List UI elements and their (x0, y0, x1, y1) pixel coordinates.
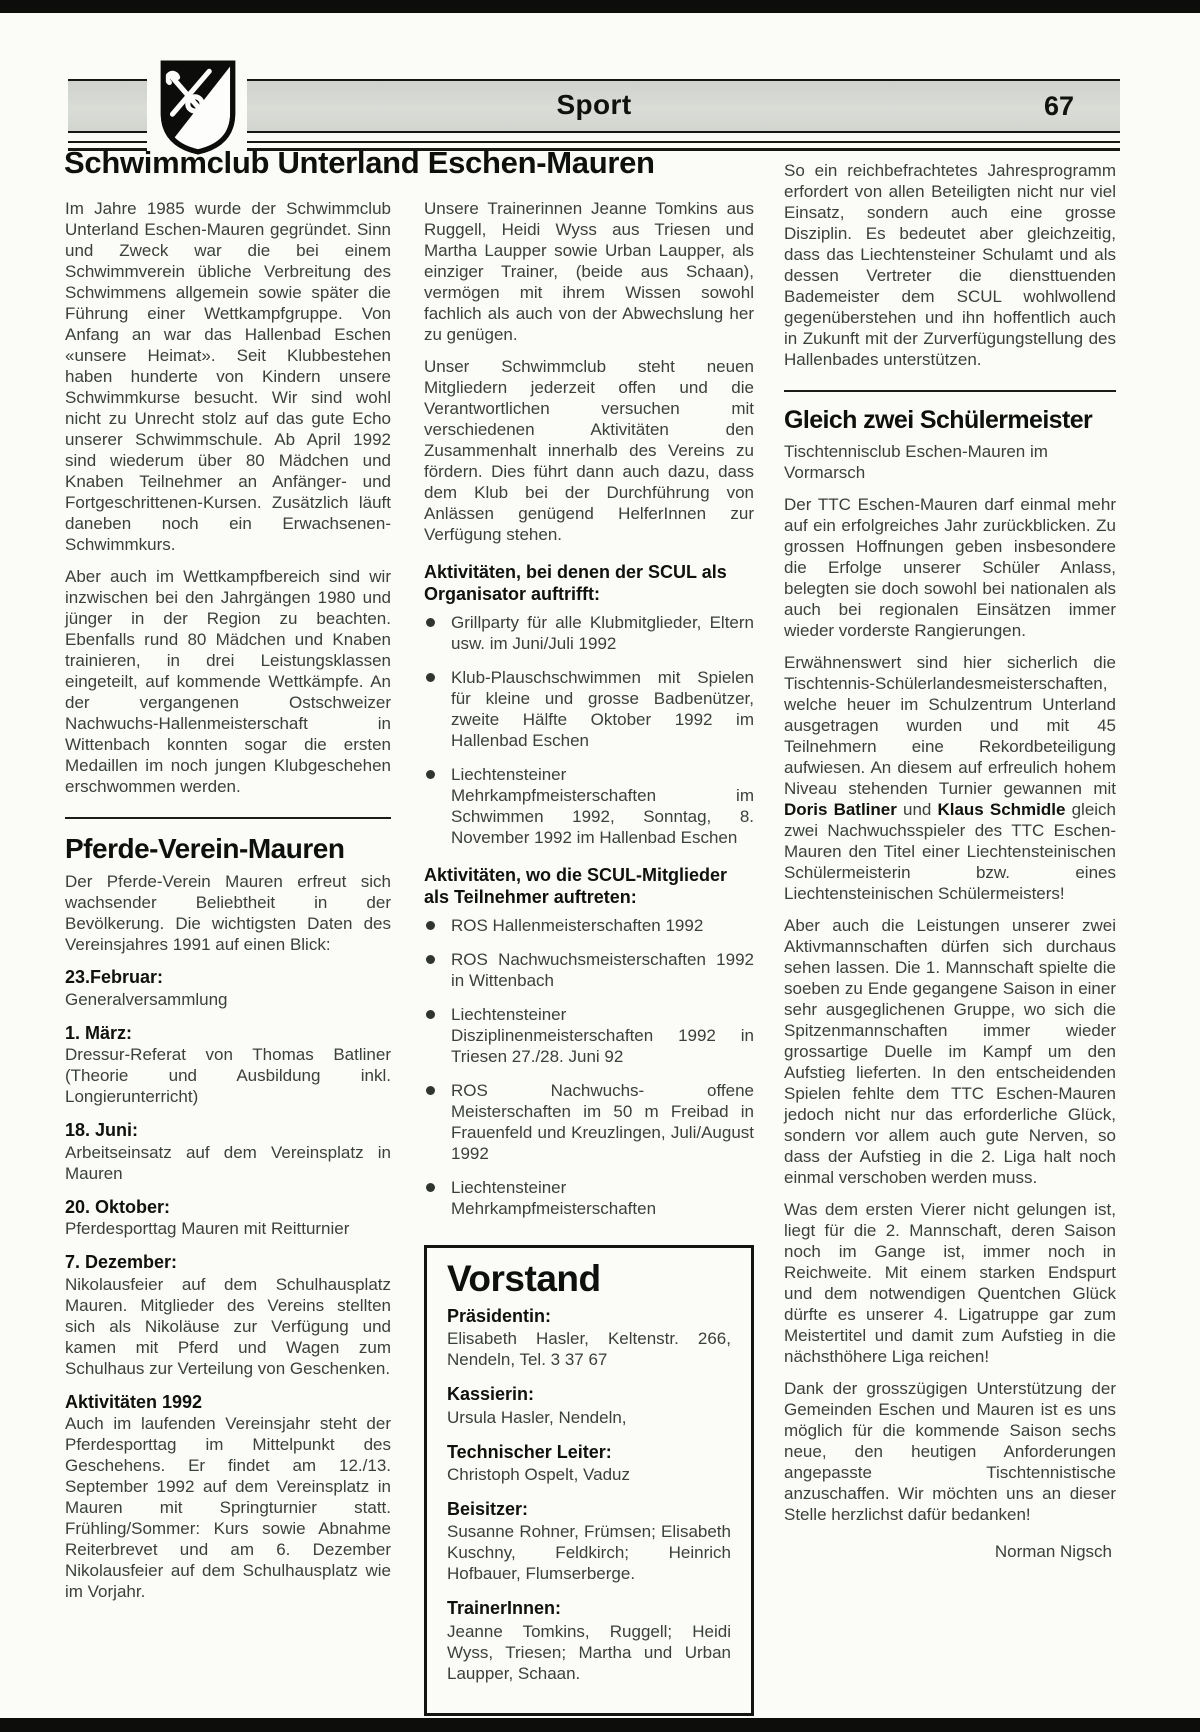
column-2 (424, 198, 754, 1716)
organizer-activities-list (424, 612, 754, 848)
winner-name: Klaus Schmidle (937, 800, 1066, 820)
list-item (424, 612, 754, 654)
board-role: Technischer Leiter: (447, 1441, 612, 1462)
ttc-paragraph: Dank der grosszügigen Unterstützung der Gemeinden Eschen und Mauren ist es uns möglich für die kommende Saison sechs neue, den heutigen Anforderungen angepasste Tischtennistische anzuschaffen. Wir möchten uns an dieser Stelle herzlichst dafür bedanken! (784, 1379, 1116, 1525)
paragraph-text: gleich zwei Nachwuchsspieler des TTC Eschen-Mauren den Titel einer Liechtensteinischen Schülermeisterin bzw. eines Liechtensteinischen Schülermeisters! (784, 800, 1116, 904)
board-person: Susanne Rohner, Frümsen; Elisabeth Kuschny, Feldkirch; Heinrich Hofbauer, Flumserberge. (447, 1522, 731, 1584)
board-entry (447, 1597, 731, 1683)
list-item-text: ROS Nachwuchs- offene Meisterschaften im 50 m Freibad in Frauenfeld und Kreuzlingen, Juli/August 1992 (451, 1080, 754, 1163)
list-item (424, 949, 754, 991)
article-subtitle: Tischtennisclub Eschen-Mauren im Vormarsch (784, 442, 1048, 483)
ttc-paragraph: Aber auch die Leistungen unserer zwei Aktivmannschaften dürfen sich durchaus sehen lassen. Die 1. Mannschaft spielte die soeben zu Ende gegangene Saison in einer sehr ausgeglichenen Gruppe, wo sich die Spitzenmannschaften immer wieder grossartige Duelle im Kampf um den Aufstieg lieferten. In den entscheidenden Spielen fehlte dem TTC Eschen-Mauren jedoch nicht nur das erforderliche Glück, sondern vor allem auch gute Nerven, so dass der Aufstieg in die 2. Liga halt noch einmal verschoben werden muss. (784, 916, 1116, 1188)
ttc-paragraph (784, 652, 1116, 904)
list-item-text: ROS Hallenmeisterschaften 1992 (451, 915, 704, 935)
swim-paragraph: Unser Schwimmclub steht neuen Mitgliedern jederzeit offen und die Verantwortlichen versuchen mit verschiedenen Aktivitäten den Zusammenhalt innerhalb des Vereins zu fördern. Dies führt dann auch dazu, dass dem Klub bei der Durchführung von Anlässen genügend HelferInnen zur Verfügung stehen. (424, 357, 754, 544)
bullet-icon (426, 955, 435, 964)
list-item (424, 1177, 754, 1219)
horizontal-divider (65, 817, 391, 819)
aktivitaeten-1992-text: Auch im laufenden Vereinsjahr steht der Pferdesporttag im Mittelpunkt des Geschehens. Er findet am 12./13. September 1992 auf dem Vereinsplatz in Mauren mit Springturnier statt. Frühling/Sommer: Kurs sowie Abnahme Reiterbrevet und am 6. Dezember Nikolausfeier auf dem Schulhausplatz wie im Vorjahr. (65, 1414, 391, 1602)
horizontal-divider (784, 390, 1116, 392)
article-title-pferde-verein: Pferde-Verein-Mauren (65, 833, 345, 864)
board-role: Präsidentin: (447, 1305, 552, 1326)
swim-paragraph: Im Jahre 1985 wurde der Schwimmclub Unterland Eschen-Mauren gegründet. Sinn und Zweck war die bei einem Schwimmverein übliche Verbreitung des Schwimmens allgemein sowie später die Führung einer Wettkampfgruppe. Von Anfang an war das Hallenbad Eschen «unsere Heimat». Seit Klubbestehen haben hunderte von Kindern unsere Schwimmkurse besucht. Wir sind wohl nicht zu Unrecht stolz auf das gute Echo unserer Schwimmschule. Ab April 1992 sind wiederum über 80 Mädchen und Knaben Teilnehmer an Anfänger- und Fortgeschrittenen-Kursen. Zusätzlich läuft daneben noch ein Erwachsenen-Schwimmkurs. (65, 199, 391, 554)
winner-name: Doris Batliner (784, 800, 897, 820)
vorstand-title: Vorstand (447, 1257, 601, 1299)
board-person: Elisabeth Hasler, Keltenstr. 266, Nendeln, Tel. 3 37 67 (447, 1329, 731, 1370)
list-item-text: Klub-Plauschschwimmen mit Spielen für kleine und grosse Badbenützer, zweite Hälfte Oktober 1992 im Hallenbad Eschen (451, 667, 754, 750)
article-title-schwimmclub: Schwimmclub Unterland Eschen-Mauren (64, 145, 655, 180)
bullet-icon (426, 921, 435, 930)
list-item-text: Grillparty für alle Klubmitglieder, Eltern usw. im Juni/Juli 1992 (451, 612, 754, 653)
aktivitaeten-1992-section (65, 1391, 391, 1603)
board-entry (447, 1305, 731, 1370)
swim-paragraph: Aber auch im Wettkampfbereich sind wir inzwischen bei den Jahrgängen 1980 und jünger in der Region zu beachten. Ebenfalls rund 80 Mädchen und Knaben trainieren, in drei Leistungsklassen eingeteilt, auf kommende Wettkämpfe. An der vergangenen Ostschweizer Nachwuchs-Hallenmeisterschaft in Wittenbach konnten sogar die ersten Medaillen im noch jungen Klubgeschehen erschwommen werden. (65, 567, 391, 796)
event-description: Nikolausfeier auf dem Schulhausplatz Mauren. Mitglieder des Vereins stellten sich als Nikoläuse zur Verfügung und kamen mit Pferd und Wagen zum Schulhaus zur Verteilung von Geschenken. (65, 1274, 391, 1378)
pferde-intro: Der Pferde-Verein Mauren erfreut sich wachsender Beliebtheit in der Bevölkerung. Die wichtigsten Daten des Vereinsjahres 1991 auf einen Blick: (65, 872, 391, 955)
event-description: Generalversammlung (65, 989, 228, 1009)
paragraph-text: und (896, 800, 938, 820)
bullet-icon (426, 770, 435, 779)
event-entry (65, 1119, 391, 1184)
bullet-icon (426, 618, 435, 627)
bullet-icon (426, 1010, 435, 1019)
ttc-paragraph: Der TTC Eschen-Mauren darf einmal mehr auf ein erfolgreiches Jahr zurückblicken. Zu grossen Hoffnungen geben insbesondere die Erfolge unserer Schüler Anlass, belegten sie doch sowohl bei nationalen als auch bei regionalen Einsätzen immer wieder vorderste Rangierungen. (784, 495, 1116, 641)
bullet-icon (426, 673, 435, 682)
ttc-paragraph: Was dem ersten Vierer nicht gelungen ist, liegt für die 2. Mannschaft, deren Saison noch im Gange ist, immer noch in Reichweite. Mit einem starken Endspurt und dem notwendigen Quentchen Glück dürfte es unserer 4. Ligatruppe gar zum Meistertitel und damit zum Aufstieg in die nächsthöhere Liga reichen! (784, 1200, 1116, 1367)
list-item-text: Liechtensteiner Disziplinenmeisterschaften 1992 in Triesen 27./28. Juni 92 (451, 1004, 754, 1066)
author-signature: Norman Nigsch (994, 1542, 1112, 1562)
crossed-keys-shield-icon (157, 58, 239, 156)
column-3 (784, 160, 1116, 1562)
event-date: 1. März: (65, 1022, 133, 1043)
event-description: Pferdesporttag Mauren mit Reitturnier (65, 1219, 350, 1239)
board-role: Kassierin: (447, 1384, 535, 1405)
swim-paragraph-continuation: So ein reichbefrachtetes Jahresprogramm erfordert von allen Beteiligten nicht nur viel Einsatz, sondern auch eine grosse Disziplin. Es bedeutet aber gleichzeitig, dass das Liechtensteiner Schulamt und als dessen Vertreter die diensttuenden Bademeister dem SCUL wohlwollend gegenüberstehen und ihn hoffentlich auch in Zukunft mit der Zurverfügungstellung des Hallenbades unterstützen. (784, 161, 1116, 369)
list-item (424, 1080, 754, 1164)
list-item-text: ROS Nachwuchsmeisterschaften 1992 in Wittenbach (451, 949, 754, 990)
paragraph-text: Erwähnenswert sind hier sicherlich die Tischtennis-Schülerlandesmeisterschaften, welche heuer im Schulzentrum Unterland ausgetragen wurden und mit 45 Teilnehmern eine Rekordbeteiligung aufwiesen. An diesem auf erfreulich hohem Niveau stehenden Turnier gewannen mit (784, 653, 1116, 799)
event-description: Arbeitseinsatz auf dem Vereinsplatz in Mauren (65, 1142, 391, 1183)
list-item-text: Liechtensteiner Mehrkampfmeisterschaften im Schwimmen 1992, Sonntag, 8. November 1992 im Hallenbad Eschen (451, 764, 754, 847)
aktivitaeten-1992-heading: Aktivitäten 1992 (65, 1391, 203, 1412)
event-date: 20. Oktober: (65, 1196, 171, 1217)
board-person: Jeanne Tomkins, Ruggell; Heidi Wyss, Triesen; Martha und Urban Laupper, Schaan. (447, 1621, 731, 1683)
list-item (424, 1004, 754, 1067)
swim-paragraph: Unsere Trainerinnen Jeanne Tomkins aus Ruggell, Heidi Wyss aus Triesen und Martha Laupper sowie Urban Laupper, als einziger Trainer, (beide aus Schaan), vermögen mit ihrem Wissen sowohl fachlich als auch von der Abwechslung her zu genügen. (424, 199, 754, 344)
event-entry (65, 1196, 391, 1240)
event-entry (65, 966, 391, 1010)
board-entry (447, 1441, 731, 1485)
event-entry (65, 1251, 391, 1379)
page-number: 67 (1043, 91, 1074, 121)
board-person: Ursula Hasler, Nendeln, (447, 1407, 627, 1427)
bullet-icon (426, 1086, 435, 1095)
participant-activities-heading: Aktivitäten, wo die SCUL-Mitglieder als Teilnehmer auftreten: (424, 864, 728, 907)
board-entry (447, 1498, 731, 1584)
list-item (424, 915, 754, 936)
bullet-icon (426, 1183, 435, 1192)
participant-activities-list (424, 915, 754, 1219)
list-item-text: Liechtensteiner Mehrkampfmeisterschaften (451, 1177, 657, 1218)
list-item (424, 764, 754, 848)
board-role: TrainerInnen: (447, 1598, 562, 1619)
top-edge-bar (0, 0, 1200, 13)
vorstand-box (424, 1245, 754, 1716)
event-date: 7. Dezember: (65, 1252, 178, 1273)
event-date: 23.Februar: (65, 967, 164, 988)
list-item (424, 667, 754, 751)
column-1 (65, 198, 391, 1614)
organizer-activities-heading: Aktivitäten, bei denen der SCUL als Organisator auftrifft: (424, 562, 727, 604)
article-title-schuelermeister: Gleich zwei Schülermeister (784, 406, 1093, 434)
board-entry (447, 1383, 731, 1427)
bottom-edge-bar (0, 1718, 1200, 1732)
event-date: 18. Juni: (65, 1120, 139, 1141)
board-role: Beisitzer: (447, 1498, 529, 1519)
board-person: Christoph Ospelt, Vaduz (447, 1464, 630, 1484)
event-entry (65, 1022, 391, 1108)
event-description: Dressur-Referat von Thomas Batliner (Theorie und Ausbildung inkl. Longierunterricht) (65, 1045, 391, 1107)
section-title: Sport (556, 89, 632, 120)
